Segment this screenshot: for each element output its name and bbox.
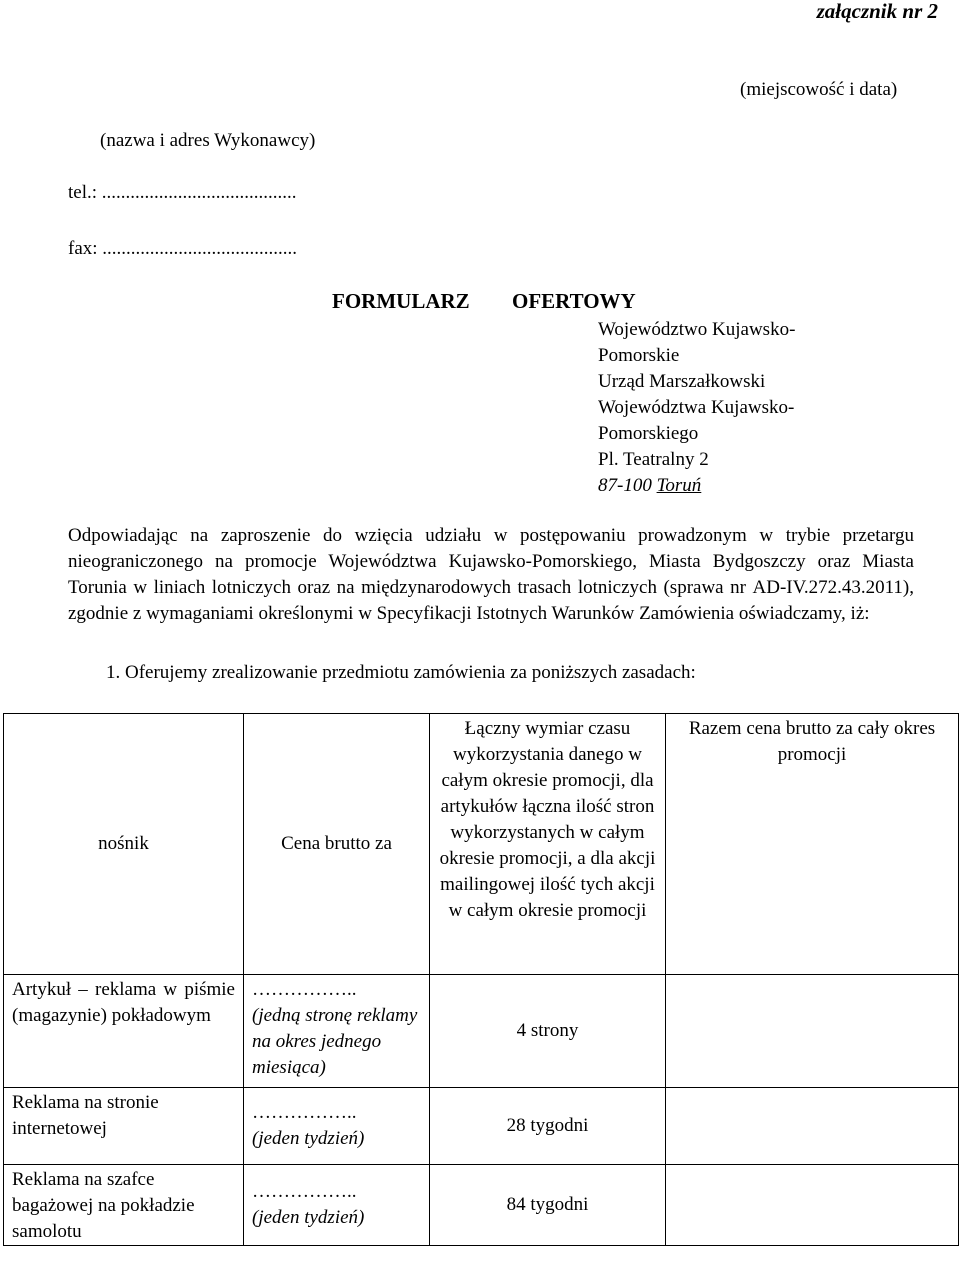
tel-field: tel.: ......................................... <box>68 182 297 203</box>
intro-text-b: ), zgodnie z wymaganiami określonymi w Specyfikacji Istotnych Warunków Zamówienia oświadczamy, iż: <box>68 577 914 624</box>
addressee-line1: Województwo Kujawsko-Pomorskie <box>598 319 796 366</box>
row-duration: 4 strony <box>430 975 666 1088</box>
price-unit: (jeden tydzień) <box>252 1128 365 1149</box>
form-title-part1: FORMULARZ <box>332 289 470 313</box>
intro-text-a: Odpowiadając na zaproszenie do wzięcia udziału w postępowaniu prowadzonym w trybie przetargu nieograniczonego na promocje Województwa Kujawsko-Pomorskiego, Miasta Bydgoszczy oraz Miasta Torunia w liniach lotniczych oraz na międzynarodowych trasach lotniczych (sprawa nr <box>68 525 914 598</box>
table-row <box>4 1165 959 1246</box>
row-price <box>244 975 430 1088</box>
case-number: AD-IV.272.43.2011 <box>752 577 903 598</box>
header-total: Razem cena brutto za cały okres promocji <box>666 714 959 975</box>
table-header-row <box>4 714 959 975</box>
row-total-input[interactable] <box>666 975 959 1088</box>
row-medium: Artykuł – reklama w piśmie (magazynie) pokładowym <box>4 975 244 1088</box>
point-1: 1. Oferujemy zrealizowanie przedmiotu zamówienia za poniższych zasadach: <box>106 662 696 683</box>
row-medium: Reklama na szafce bagażowej na pokładzie samolotu <box>4 1165 244 1246</box>
row-total-input[interactable] <box>666 1165 959 1246</box>
row-total-input[interactable] <box>666 1088 959 1165</box>
addressee-line3: Pl. Teatralny 2 <box>598 449 709 470</box>
addressee-block <box>598 317 848 499</box>
addressee-city: Toruń <box>656 475 702 496</box>
price-blank: …………….. <box>252 1102 357 1123</box>
place-date-label: (miejscowość i data) <box>740 79 898 100</box>
fax-field: fax: ......................................... <box>68 238 298 259</box>
row-duration: 28 tygodni <box>430 1088 666 1165</box>
row-price <box>244 1088 430 1165</box>
price-unit: (jeden tydzień) <box>252 1207 365 1228</box>
header-price: Cena brutto za <box>244 714 430 975</box>
price-unit: (jedną stronę reklamy na okres jednego miesiąca) <box>252 1005 418 1078</box>
offer-table <box>3 713 959 1246</box>
addressee-city-line <box>598 473 848 499</box>
row-duration: 84 tygodni <box>430 1165 666 1246</box>
price-blank: …………….. <box>252 1181 357 1202</box>
addressee-line2: Urząd Marszałkowski Województwa Kujawsko-Pomorskiego <box>598 371 795 444</box>
form-title-part2: OFERTOWY <box>512 289 636 313</box>
price-blank: …………….. <box>252 979 357 1000</box>
header-medium: nośnik <box>4 714 244 975</box>
row-medium: Reklama na stronie internetowej <box>4 1088 244 1165</box>
row-price <box>244 1165 430 1246</box>
intro-paragraph <box>68 523 914 627</box>
header-duration: Łączny wymiar czasu wykorzystania danego w całym okresie promocji, dla artykułów łączna ilość stron wykorzystanych w całym okresie promocji, a dla akcji mailingowej ilość tych akcji w całym okresie promocji <box>430 714 666 975</box>
addressee-postcode: 87-100 <box>598 475 652 496</box>
contractor-label: (nazwa i adres Wykonawcy) <box>100 130 316 151</box>
annex-label: załącznik nr 2 <box>816 0 938 23</box>
table-row <box>4 975 959 1088</box>
table-row <box>4 1088 959 1165</box>
